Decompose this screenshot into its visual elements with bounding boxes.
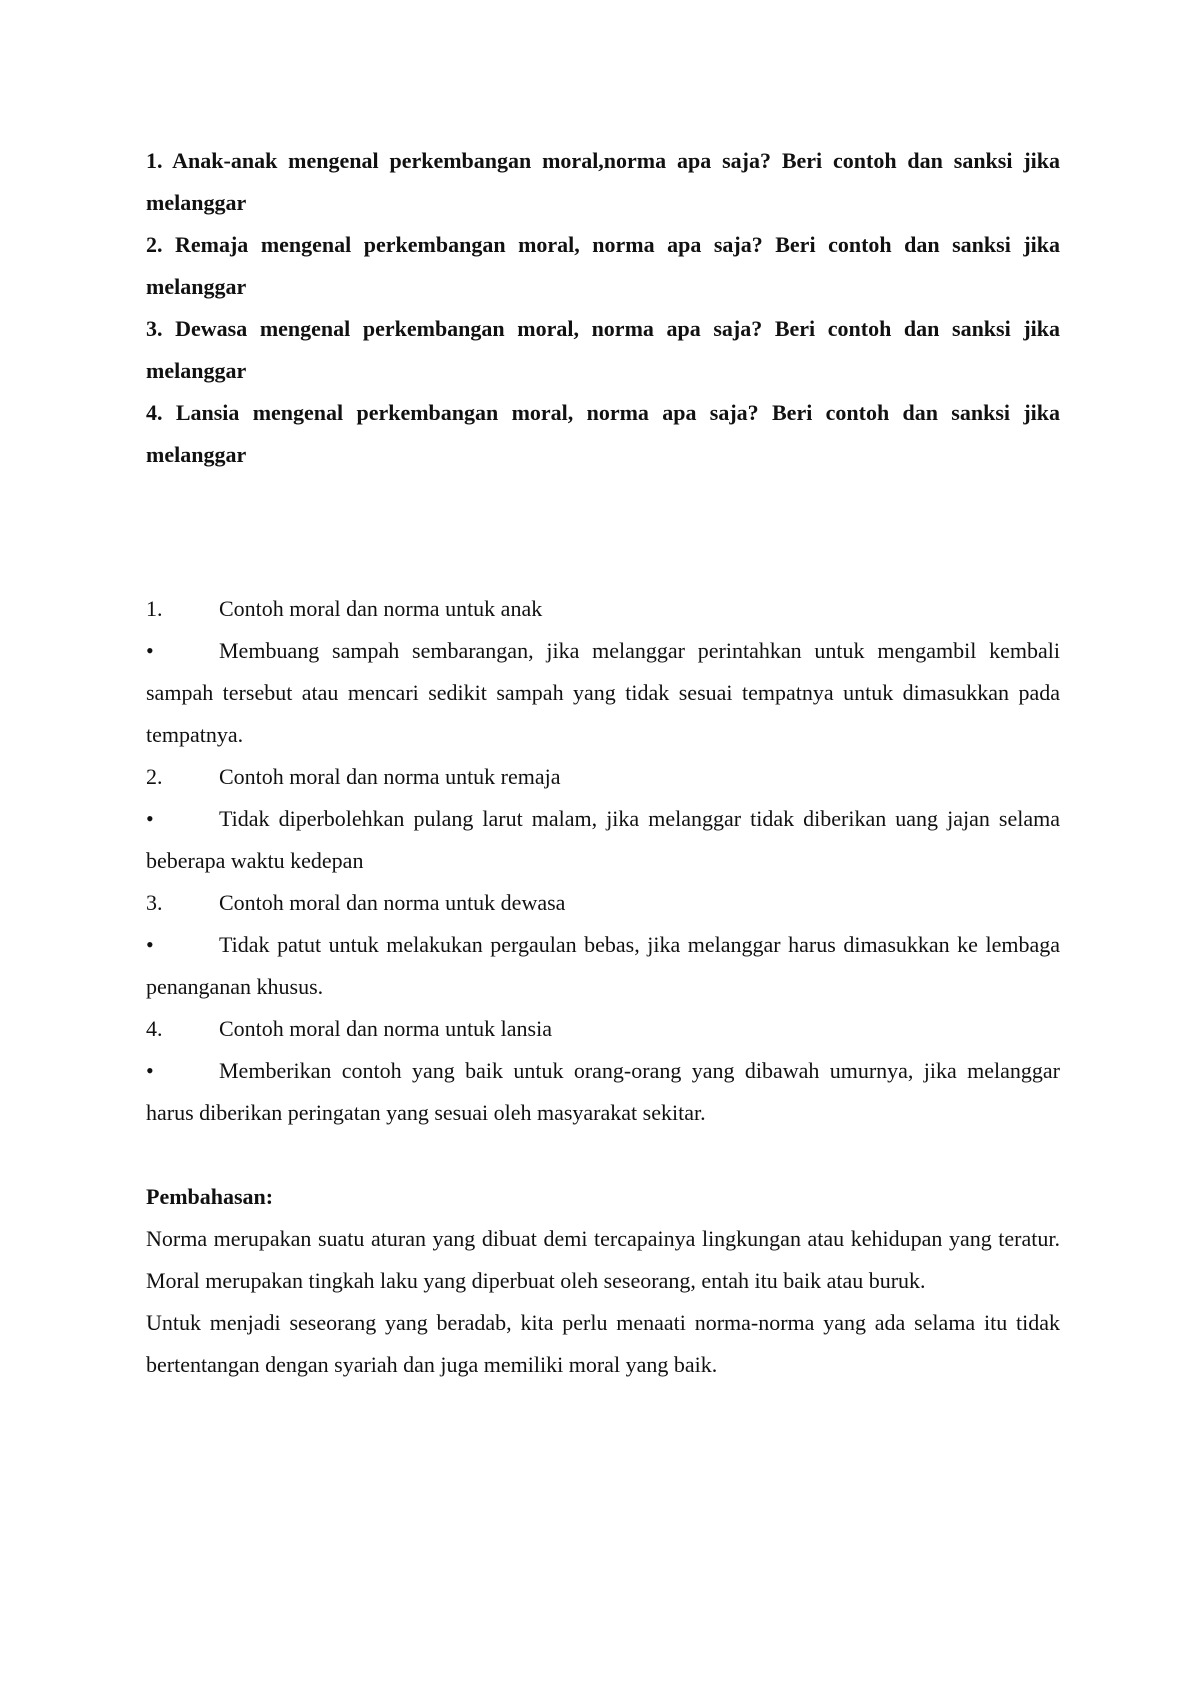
bullet-marker: • [146,932,154,957]
answer-heading [146,756,1060,798]
question-item: 4. Lansia mengenal perkembangan moral, norma apa saja? Beri contoh dan sanksi jika melanggar [146,400,1060,467]
answer-bullet [146,798,1060,882]
discussion-paragraph: Untuk menjadi seseorang yang beradab, kita perlu menaati norma-norma yang ada selama itu tidak bertentangan dengan syariah dan juga memiliki moral yang baik. [146,1310,1060,1377]
answer-bullet-text: Tidak diperbolehkan pulang larut malam, jika melanggar tidak diberikan uang jajan selama beberapa waktu kedepan [146,806,1060,873]
answer-bullet-text: Tidak patut untuk melakukan pergaulan bebas, jika melanggar harus dimasukkan ke lembaga penanganan khusus. [146,932,1060,999]
answer-heading-text: Contoh moral dan norma untuk lansia [219,1016,552,1041]
discussion-title: Pembahasan: [146,1184,274,1209]
bullet-marker: • [146,638,154,663]
answer-bullet-text: Memberikan contoh yang baik untuk orang-orang yang dibawah umurnya, jika melanggar harus diberikan peringatan yang sesuai oleh masyarakat sekitar. [146,1058,1060,1125]
answer-heading [146,882,1060,924]
answer-bullet [146,924,1060,1008]
answer-bullet-text: Membuang sampah sembarangan, jika melanggar perintahkan untuk mengambil kembali sampah tersebut atau mencari sedikit sampah yang tidak sesuai tempatnya untuk dimasukkan pada tempatnya. [146,638,1060,747]
answer-number: 3. [146,890,163,915]
bullet-marker: • [146,1058,154,1083]
answer-number: 2. [146,764,163,789]
questions-section [146,140,1060,476]
answers-section [146,588,1060,1134]
document-page [146,140,1060,1386]
answer-number: 4. [146,1016,163,1041]
answer-heading-text: Contoh moral dan norma untuk remaja [219,764,561,789]
answer-number: 1. [146,596,163,621]
answer-bullet [146,630,1060,756]
question-item: 3. Dewasa mengenal perkembangan moral, norma apa saja? Beri contoh dan sanksi jika melanggar [146,316,1060,383]
discussion-paragraph: Norma merupakan suatu aturan yang dibuat demi tercapainya lingkungan atau kehidupan yang teratur. Moral merupakan tingkah laku yang diperbuat oleh seseorang, entah itu baik atau buruk. [146,1226,1060,1293]
question-item: 1. Anak-anak mengenal perkembangan moral,norma apa saja? Beri contoh dan sanksi jika melanggar [146,148,1060,215]
answer-heading [146,1008,1060,1050]
answer-heading-text: Contoh moral dan norma untuk dewasa [219,890,566,915]
discussion-section [146,1176,1060,1386]
answer-heading [146,588,1060,630]
question-item: 2. Remaja mengenal perkembangan moral, norma apa saja? Beri contoh dan sanksi jika melanggar [146,232,1060,299]
answer-bullet [146,1050,1060,1134]
bullet-marker: • [146,806,154,831]
answer-heading-text: Contoh moral dan norma untuk anak [219,596,543,621]
